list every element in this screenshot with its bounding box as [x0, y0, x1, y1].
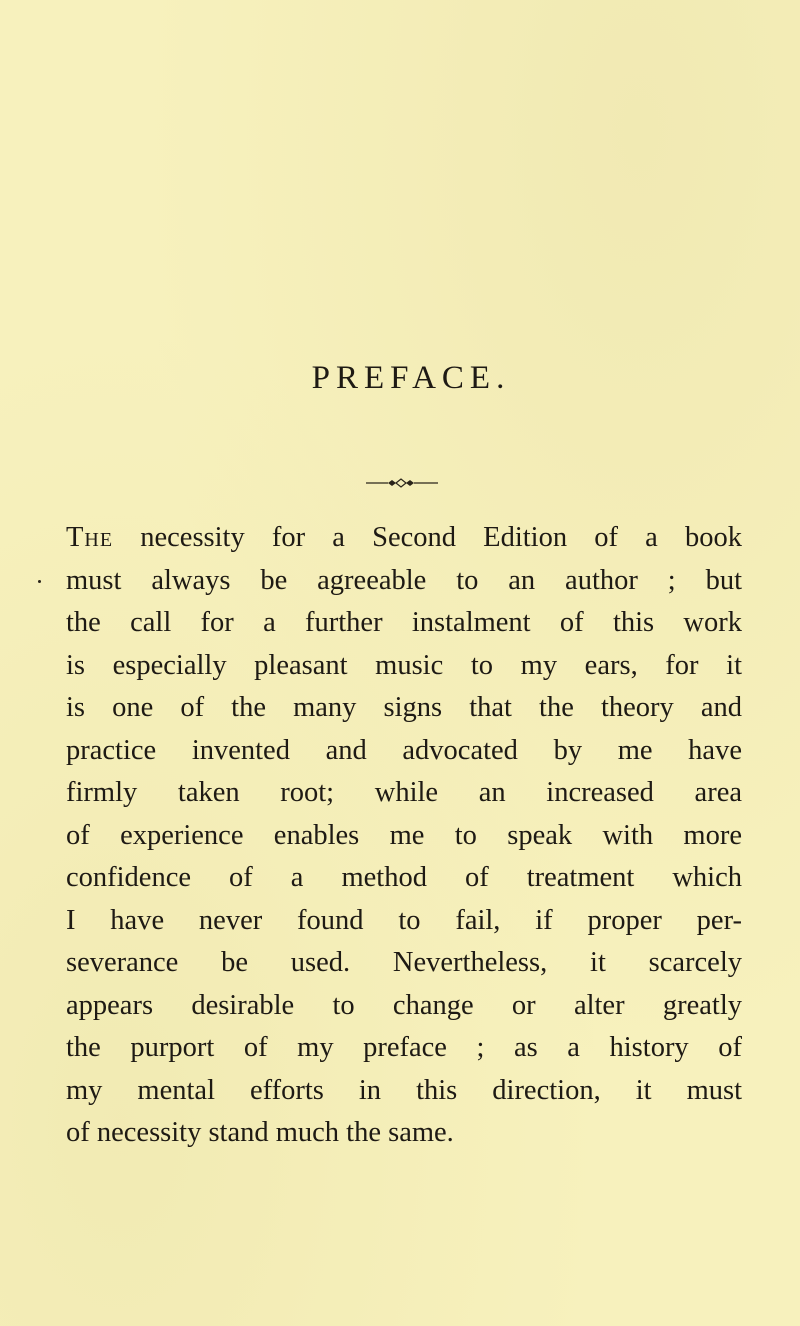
preface-heading: PREFACE.	[311, 360, 511, 396]
paragraph-line: I have never found to fail, if proper per-	[66, 904, 742, 936]
paragraph-line: must always be agreeable to an author ; but	[66, 564, 742, 596]
paragraph-line-last: of necessity stand much the same.	[66, 1117, 454, 1148]
paragraph-line: firmly taken root; while an increased area	[66, 777, 742, 808]
paragraph-line: is one of the many signs that the theory and	[66, 692, 742, 723]
paragraph-line: practice invented and advocated by me have	[66, 734, 742, 766]
paragraph-line: the purport of my preface ; as a history of	[66, 1032, 742, 1063]
paragraph-line: appears desirable to change or alter greatly	[66, 989, 742, 1021]
paragraph-line: confidence of a method of treatment which	[66, 862, 742, 893]
line-text: necessity for a Second Edition of a book	[113, 522, 742, 553]
preface-paragraph	[66, 517, 742, 1155]
ornament-divider	[366, 478, 438, 488]
paragraph-line: my mental efforts in this direction, it must	[66, 1074, 742, 1106]
paragraph-line: is especially pleasant music to my ears, for it	[66, 649, 742, 681]
paragraph-line: of experience enables me to speak with more	[66, 819, 742, 851]
paragraph-line: the call for a further instalment of this work	[66, 607, 742, 638]
drop-word: The	[66, 522, 114, 553]
margin-speck	[38, 580, 41, 583]
paragraph-line: severance be used. Nevertheless, it scarcely	[66, 947, 742, 978]
paragraph-line-1	[66, 517, 742, 560]
